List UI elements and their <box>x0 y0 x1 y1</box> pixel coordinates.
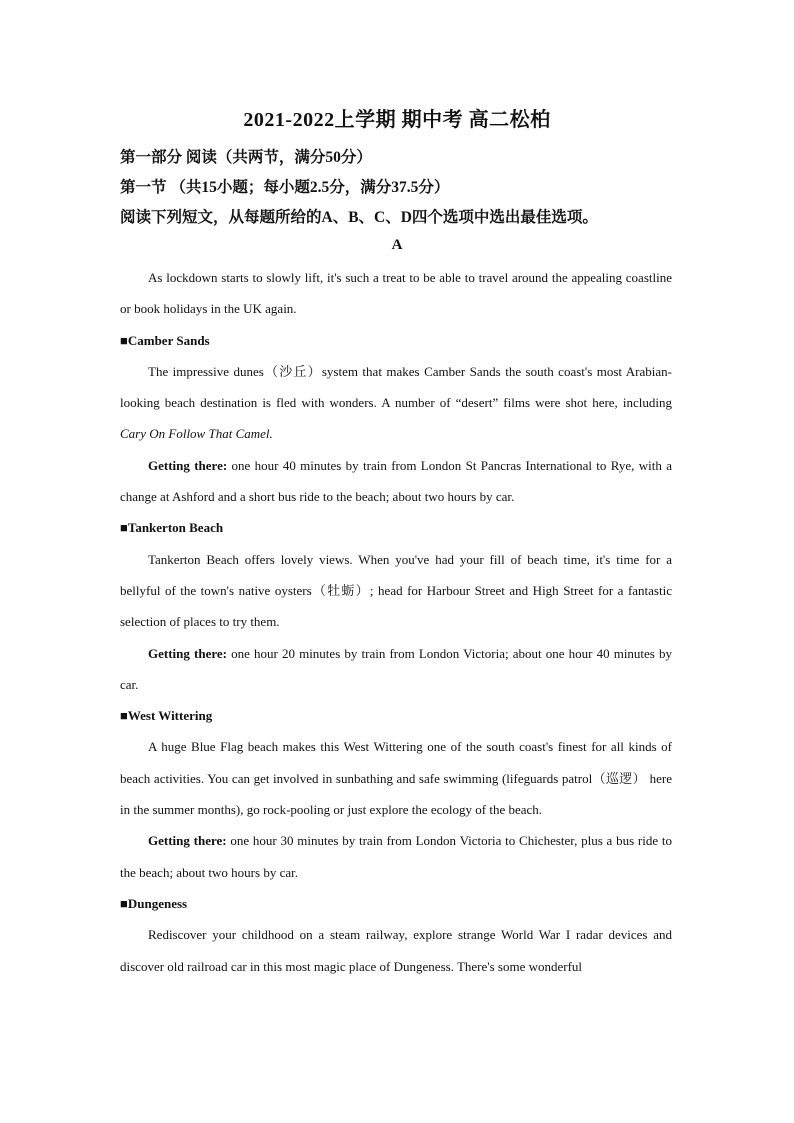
beach-heading-dungeness: ■Dungeness <box>120 895 188 911</box>
beach-heading-west-wittering: ■West Wittering <box>120 708 213 724</box>
getting-there-label: Getting there: <box>148 457 228 473</box>
beach-desc-tankerton: Tankerton Beach offers lovely views. When you've had your fill of beach time, it's time for a bellyful of the town's native oysters（牡蛎）; head for Harbour Street and High Street for a fantastic selection of places to try them. <box>120 551 672 630</box>
desc-text: The impressive dunes（沙丘）system that makes Camber Sands the south coast's most Arabian-looking beach destination is fled with wonders. A number of “desert” films were shot here, including <box>120 363 672 411</box>
passage-body <box>120 262 672 982</box>
getting-there-label: Getting there: <box>148 833 227 849</box>
getting-there-label: Getting there: <box>148 645 227 661</box>
getting-there-camber-sands <box>120 450 672 513</box>
section-heading: 第一节 （共15小题；每小题2.5分，满分37.5分） <box>120 179 450 196</box>
beach-desc-dungeness: Rediscover your childhood on a steam railway, explore strange World War I radar devices and discover old railroad car in this most magic place of Dungeness. There's some wonderful <box>120 927 672 974</box>
getting-there-tankerton <box>120 638 672 701</box>
getting-there-text: one hour 30 minutes by train from London Victoria to Chichester, plus a bus ride to the beach; about two hours by car. <box>120 833 672 880</box>
passage-label: A <box>391 237 403 253</box>
beach-desc-camber-sands <box>120 356 672 450</box>
part-heading: 第一部分 阅读（共两节，满分50分） <box>120 149 372 166</box>
getting-there-text: one hour 20 minutes by train from London Victoria; about one hour 40 minutes by car. <box>120 645 672 692</box>
beach-desc-west-wittering: A huge Blue Flag beach makes this West Wittering one of the south coast's finest for all kinds of beach activities. You can get involved in sunbathing and safe swimming (lifeguards patrol（巡逻） here in the summer months), go rock-pooling or just explore the ecology of the beach. <box>120 739 672 818</box>
getting-there-west-wittering <box>120 825 672 888</box>
intro-paragraph: As lockdown starts to slowly lift, it's such a treat to be able to travel around the appealing coastline or book holidays in the UK again. <box>120 270 672 317</box>
getting-there-text: one hour 40 minutes by train from London St Pancras International to Rye, with a change at Ashford and a short bus ride to the beach; about two hours by car. <box>120 457 672 505</box>
film-title: Cary On Follow That Camel. <box>120 426 273 442</box>
instruction: 阅读下列短文，从每题所给的A、B、C、D四个选项中选出最佳选项。 <box>120 209 598 226</box>
page-title: 2021-2022上学期 期中考 高二松柏 <box>243 109 551 131</box>
beach-heading-camber-sands: ■Camber Sands <box>120 332 210 348</box>
beach-heading-tankerton: ■Tankerton Beach <box>120 520 224 536</box>
